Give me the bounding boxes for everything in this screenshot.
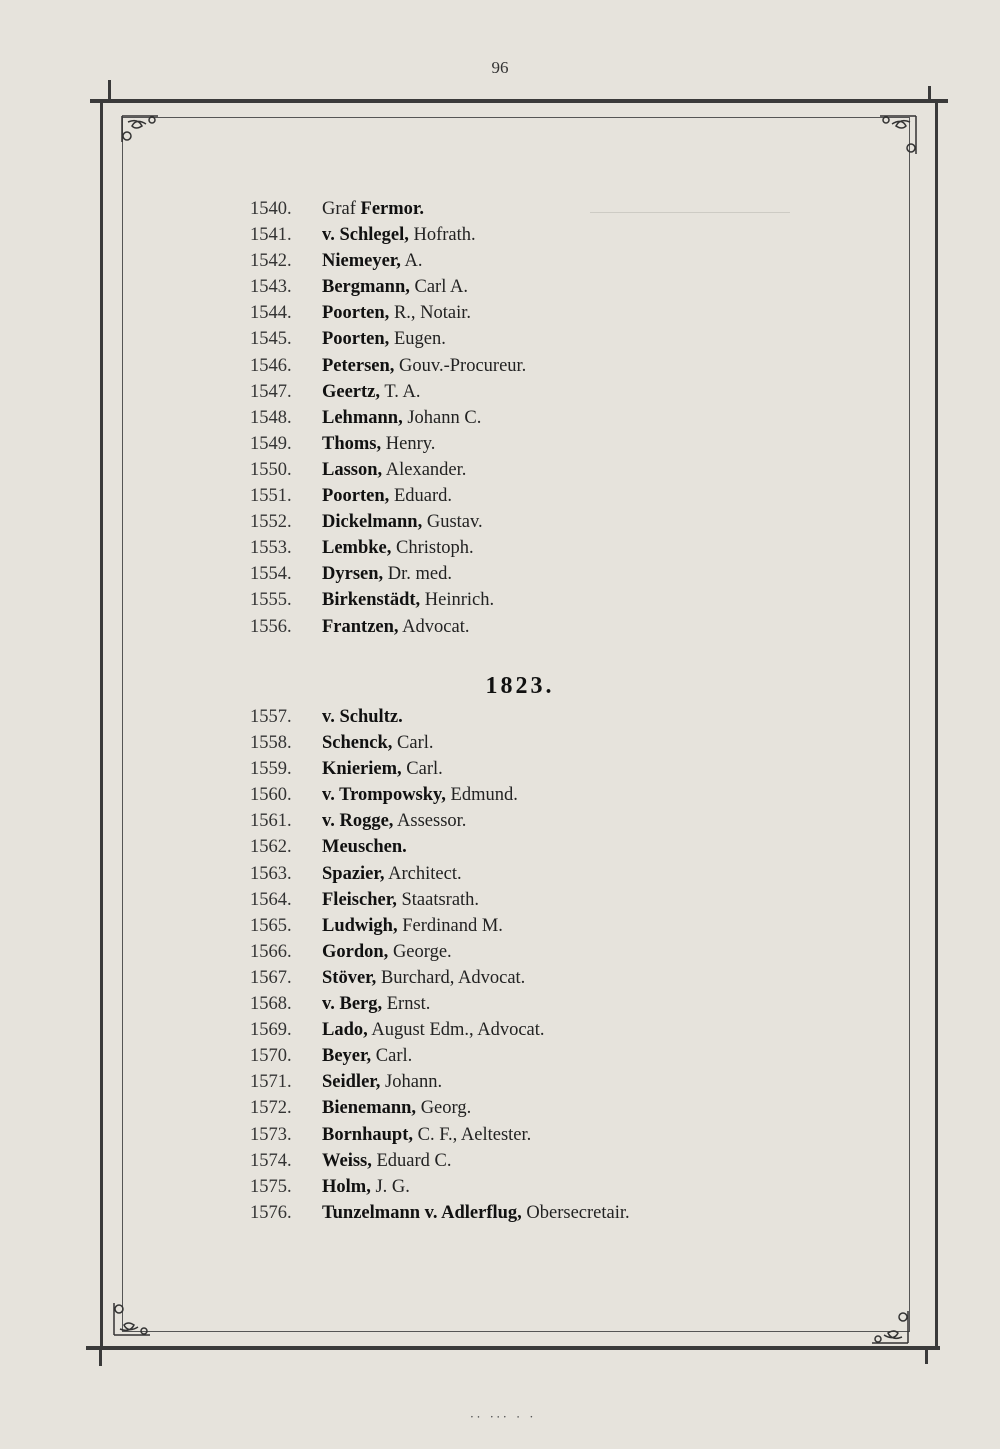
entry-number: 1573.	[250, 1124, 292, 1145]
entry-details: Ernst.	[382, 994, 431, 1015]
entry-details: Hofrath.	[408, 225, 476, 246]
entry-number: 1558.	[250, 733, 292, 754]
entry-name: Seidler,	[322, 1072, 381, 1093]
year-heading: 1823.	[485, 673, 555, 699]
frame-bottom-rule	[86, 1346, 940, 1350]
list-item	[250, 196, 810, 222]
entry-details: August Edm., Advocat.	[367, 1020, 545, 1041]
scroll-flourish-icon	[866, 1307, 912, 1347]
frame-tick-top-right	[928, 86, 931, 100]
entry-name: Poorten,	[322, 303, 390, 324]
entry-number: 1561.	[250, 811, 292, 832]
entry-number: 1548.	[250, 407, 292, 428]
entry-number: 1541.	[250, 225, 292, 246]
list-item	[250, 300, 810, 326]
list-item	[250, 965, 850, 991]
entry-name: Dyrsen,	[322, 564, 384, 585]
entry-number: 1575.	[250, 1176, 292, 1197]
entry-number: 1545.	[250, 329, 292, 350]
list-item	[250, 353, 810, 379]
entry-name: Fleischer,	[322, 889, 397, 910]
list-item	[250, 887, 850, 913]
entry-number: 1544.	[250, 303, 292, 324]
entry-number: 1542.	[250, 251, 292, 272]
entry-name: Lado,	[322, 1020, 368, 1041]
list-item	[250, 457, 810, 483]
list-item	[250, 939, 850, 965]
list-item	[250, 913, 850, 939]
list-item	[250, 509, 810, 535]
entry-details: Edmund.	[445, 785, 518, 806]
entry-name: Beyer,	[322, 1046, 372, 1067]
entry-name: v. Berg,	[322, 994, 383, 1015]
entry-details: Carl.	[371, 1046, 413, 1067]
entry-number: 1570.	[250, 1046, 292, 1067]
entry-name: Bergmann,	[322, 277, 410, 298]
list-item	[250, 1043, 850, 1069]
entry-details: Burchard, Advocat.	[376, 967, 526, 988]
entry-number: 1546.	[250, 355, 292, 376]
frame-top-rule	[90, 99, 948, 103]
entry-number: 1564.	[250, 889, 292, 910]
entry-details: Gouv.-Procureur.	[394, 355, 527, 376]
entry-name: v. Rogge,	[322, 811, 394, 832]
corner-ornament-top-right	[874, 112, 920, 163]
entry-number: 1553.	[250, 538, 292, 559]
entry-name: Gordon,	[322, 941, 389, 962]
entry-details: T. A.	[380, 381, 421, 402]
entry-details: Christoph.	[391, 538, 474, 559]
entry-number: 1550.	[250, 459, 292, 480]
entry-number: 1557.	[250, 707, 292, 727]
entry-name: Petersen,	[322, 355, 395, 376]
list-item	[250, 1148, 850, 1174]
list-item	[250, 405, 810, 431]
frame-tick-bottom-right	[925, 1350, 928, 1364]
entry-number: 1574.	[250, 1150, 292, 1171]
list-item	[250, 614, 810, 640]
entry-details: Assessor.	[393, 811, 467, 832]
entry-number: 1559.	[250, 759, 292, 780]
list-item	[250, 991, 850, 1017]
entry-details: Henry.	[381, 433, 436, 454]
list-item	[250, 222, 810, 248]
entry-number: 1572.	[250, 1098, 292, 1119]
list-item	[250, 587, 810, 613]
entry-details: Heinrich.	[420, 590, 495, 611]
entry-number: 1562.	[250, 837, 292, 858]
entry-list-1822	[250, 196, 810, 640]
entry-number: 1547.	[250, 381, 292, 402]
entry-details: J. G.	[370, 1176, 410, 1197]
entry-details: C. F., Aeltester.	[413, 1124, 532, 1145]
entry-name: Meuschen.	[322, 837, 407, 858]
entry-details: Architect.	[384, 863, 462, 884]
entry-name: Thoms,	[322, 433, 382, 454]
scroll-flourish-icon	[118, 112, 164, 148]
entry-number: 1552.	[250, 512, 292, 533]
entry-name: Holm,	[322, 1176, 371, 1197]
list-item	[250, 248, 810, 274]
entry-number: 1569.	[250, 1020, 292, 1041]
list-item	[250, 561, 810, 587]
entry-name: Lembke,	[322, 538, 392, 559]
entry-number: 1555.	[250, 590, 292, 611]
entry-name: Knieriem,	[322, 759, 402, 780]
entry-name: Stöver,	[322, 967, 377, 988]
entry-name: v. Schultz.	[322, 707, 403, 727]
entry-details: George.	[388, 941, 452, 962]
entry-name: Poorten,	[322, 486, 390, 507]
entry-name: Bornhaupt,	[322, 1124, 413, 1145]
list-item	[250, 1122, 850, 1148]
entry-details: Carl.	[392, 733, 434, 754]
entry-number: 1576.	[250, 1202, 292, 1223]
entry-name: v. Trompowsky,	[322, 785, 446, 806]
entry-name: v. Schlegel,	[322, 225, 409, 246]
entry-number: 1543.	[250, 277, 292, 298]
entry-name: Niemeyer,	[322, 251, 401, 272]
ink-specks: ·⸱ ·⸱· ⸱ ·	[470, 1410, 537, 1424]
entry-details: Johann C.	[402, 407, 482, 428]
entry-name: Ludwigh,	[322, 915, 398, 936]
entry-details: Staatsrath.	[396, 889, 480, 910]
list-item	[250, 1095, 850, 1121]
list-item	[250, 1017, 850, 1043]
list-item	[250, 756, 850, 782]
entry-number: 1571.	[250, 1072, 292, 1093]
entry-name: Tunzelmann v. Adlerflug,	[322, 1202, 522, 1223]
entry-name: Dickelmann,	[322, 512, 423, 533]
entry-number: 1556.	[250, 616, 292, 637]
entry-name: Spazier,	[322, 863, 385, 884]
entry-details: Georg.	[416, 1098, 472, 1119]
entry-list-1823	[250, 704, 850, 1226]
entry-number: 1566.	[250, 941, 292, 962]
entry-details: Advocat.	[398, 616, 470, 637]
entry-details: Carl A.	[409, 277, 468, 298]
entry-name: Lasson,	[322, 459, 383, 480]
entry-details: Gustav.	[422, 512, 483, 533]
entry-details: Alexander.	[382, 459, 467, 480]
scroll-flourish-icon	[110, 1299, 156, 1339]
list-item	[250, 379, 810, 405]
entry-number: 1549.	[250, 433, 292, 454]
entry-details: Dr. med.	[383, 564, 453, 585]
list-item	[250, 535, 810, 561]
page-number: 96	[491, 58, 509, 77]
entry-number: 1554.	[250, 564, 292, 585]
entry-name: Bienemann,	[322, 1098, 417, 1119]
entry-details: Ferdinand M.	[397, 915, 503, 936]
entry-details: R., Notair.	[389, 303, 472, 324]
entry-number: 1565.	[250, 915, 292, 936]
entry-name: Poorten,	[322, 329, 390, 350]
list-item	[250, 431, 810, 457]
list-item	[250, 483, 810, 509]
list-item	[250, 782, 850, 808]
list-item	[250, 730, 850, 756]
frame-tick-bottom-left	[99, 1350, 102, 1366]
entry-number: 1551.	[250, 486, 292, 507]
list-item	[250, 834, 850, 860]
corner-ornament-top-left	[118, 112, 164, 153]
corner-ornament-bottom-right	[866, 1302, 912, 1347]
entry-details: Eugen.	[389, 329, 446, 350]
entry-number: 1540.	[250, 199, 292, 219]
entry-details: Eduard.	[389, 486, 452, 507]
entry-name: Birkenstädt,	[322, 590, 421, 611]
entry-name: Geertz,	[322, 381, 381, 402]
list-item	[250, 274, 810, 300]
entry-number: 1567.	[250, 967, 292, 988]
entry-details: Obersecretair.	[521, 1202, 630, 1223]
entry-prefix: Graf	[322, 199, 361, 219]
entry-details: A.	[400, 251, 423, 272]
list-item	[250, 704, 850, 730]
list-item	[250, 1069, 850, 1095]
list-item	[250, 326, 810, 352]
entry-name: Frantzen,	[322, 616, 399, 637]
list-item	[250, 1200, 850, 1226]
corner-ornament-bottom-left	[110, 1294, 156, 1339]
frame-tick-top-left	[108, 80, 111, 100]
entry-name: Schenck,	[322, 733, 393, 754]
list-item	[250, 808, 850, 834]
entry-name: Weiss,	[322, 1150, 372, 1171]
list-item	[250, 861, 850, 887]
entry-number: 1568.	[250, 994, 292, 1015]
entry-details: Eduard C.	[371, 1150, 452, 1171]
entry-name: Fermor.	[360, 199, 425, 219]
entry-number: 1560.	[250, 785, 292, 806]
entry-name: Lehmann,	[322, 407, 403, 428]
scroll-flourish-icon	[874, 112, 920, 158]
entry-number: 1563.	[250, 863, 292, 884]
list-item	[250, 1174, 850, 1200]
entry-details: Johann.	[380, 1072, 443, 1093]
entry-details: Carl.	[401, 759, 443, 780]
